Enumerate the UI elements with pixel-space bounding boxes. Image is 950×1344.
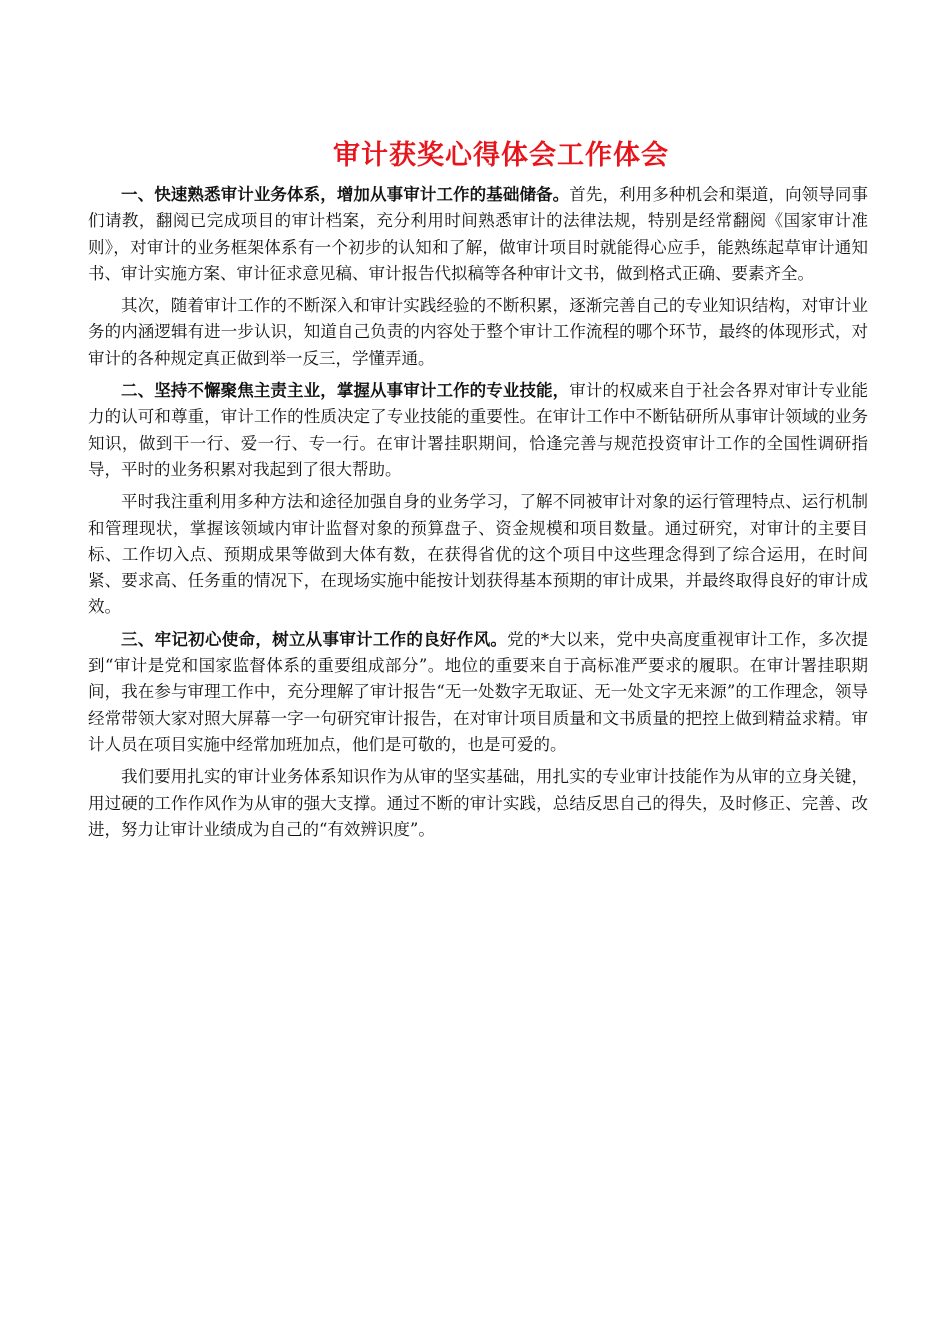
document-title: 审计获奖心得体会工作体会 (333, 140, 669, 171)
paragraph-text: 审计的权威来自于社会各界对审计专业能力的认可和尊重，审计工作的性质决定了专业技能的重要性。在审计工作中不断钻研所从事审计领域的业务知识，做到干一行、爱一行、专一行。在审计署挂职期间，恰逢完善与规范投资审计工作的全国性调研指导，平时的业务积累对我起到了很大帮助。 (88, 381, 869, 479)
section-heading-3: 三、牢记初心使命，树立从事审计工作的良好作风。 (121, 629, 508, 649)
paragraph-1 (88, 182, 868, 287)
paragraph-text: 党的*大以来，党中央高度重视审计工作，多次提到“审计是党和国家监督体系的重要组成部分”。地位的重要来自于高标准严要求的履职。在审计署挂职期间，我在参与审理工作中，充分理解了审计报告“无一处数字无取证、无一处文字无来源”的工作理念，领导经常带领大家对照大屏幕一字一句研究审计报告，在对审计项目质量和文书质量的把控上做到精益求精。审计人员在项目实施中经常加班加点，他们是可敬的，也是可爱的。 (88, 629, 869, 754)
paragraph-text: 首先，利用多种机会和渠道，向领导同事们请教，翻阅已完成项目的审计档案，充分利用时间熟悉审计的法律法规，特别是经常翻阅《国家审计准则》，对审计的业务框架体系有一个初步的认知和了解，做审计项目时就能得心应手，能熟练起草审计通知书、审计实施方案、审计征求意见稿、审计报告代拟稿等各种审计文书，做到格式正确、要素齐全。 (88, 185, 869, 283)
paragraph-text: 我们要用扎实的审计业务体系知识作为从审的坚实基础，用扎实的专业审计技能作为从审的立身关键，用过硬的工作作风作为从审的强大支撑。通过不断的审计实践，总结反思自己的得失，及时修正、完善、改进，努力让审计业绩成为自己的“有效辨识度”。 (88, 767, 868, 839)
paragraph-4 (88, 489, 868, 620)
document-body (88, 182, 868, 849)
paragraph-3 (88, 378, 868, 483)
paragraph-5 (88, 627, 868, 758)
section-heading-2: 二、坚持不懈聚焦主责主业，掌握从事审计工作的专业技能， (121, 381, 570, 401)
paragraph-2 (88, 293, 868, 372)
paragraph-text: 其次，随着审计工作的不断深入和审计实践经验的不断积累，逐渐完善自己的专业知识结构，对审计业务的内涵逻辑有进一步认识，知道自己负责的内容处于整个审计工作流程的哪个环节，最终的体现形式，对审计的各种规定真正做到举一反三，学懂弄通。 (88, 296, 868, 368)
section-heading-1: 一、快速熟悉审计业务体系，增加从事审计工作的基础储备。 (121, 185, 570, 204)
paragraph-text: 平时我注重利用多种方法和途径加强自身的业务学习，了解不同被审计对象的运行管理特点、运行机制和管理现状，掌握该领域内审计监督对象的预算盘子、资金规模和项目数量。通过研究，对审计的主要目标、工作切入点、预期成果等做到大体有数，在获得省优的这个项目中这些理念得到了综合运用，在时间紧、要求高、任务重的情况下，在现场实施中能按计划获得基本预期的审计成果，并最终取得良好的审计成效。 (88, 492, 868, 617)
paragraph-6 (88, 764, 868, 843)
